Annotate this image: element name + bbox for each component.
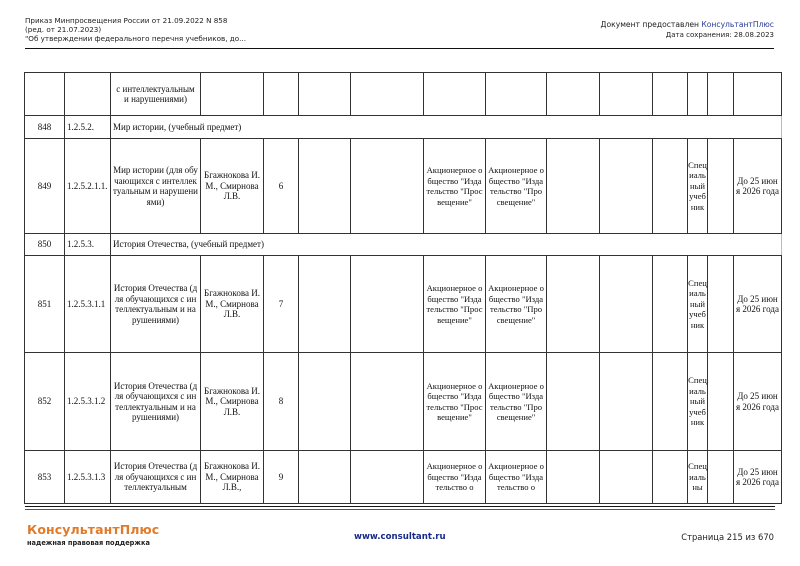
table-row	[25, 256, 782, 353]
table-row-section	[25, 234, 782, 256]
cell-code: 1.2.5.2.1.1.	[65, 139, 111, 234]
footer-divider	[25, 506, 775, 507]
cell-empty	[600, 139, 653, 234]
cell-empty	[547, 353, 600, 451]
cell-title: История Отечества (для обучающихся с интеллектуальным	[111, 451, 201, 504]
cell-note	[688, 73, 708, 116]
cell-publisher2: Акционерное общество "Издательство "Просвещение"	[486, 353, 547, 451]
cell-empty	[653, 139, 688, 234]
header-line-1: Приказ Минпросвещения России от 21.09.2022 N 858	[25, 16, 228, 25]
cell-note: Специальный учебник	[688, 256, 708, 353]
cell-code	[65, 73, 111, 116]
cell-empty	[299, 353, 351, 451]
cell-grade: 7	[264, 256, 299, 353]
cell-empty	[708, 353, 734, 451]
cell-num	[25, 73, 65, 116]
document-provider	[601, 20, 774, 40]
consultant-plus-logo: КонсультантПлюс	[27, 522, 160, 537]
cell-num: 851	[25, 256, 65, 353]
cell-empty	[653, 256, 688, 353]
cell-empty	[708, 139, 734, 234]
cell-publisher2: Акционерное общество "Издательство "Просвещение"	[486, 256, 547, 353]
cell-num: 852	[25, 353, 65, 451]
logo-tagline: надежная правовая поддержка	[27, 539, 150, 547]
cell-grade: 8	[264, 353, 299, 451]
cell-code: 1.2.5.3.1.2	[65, 353, 111, 451]
table-row-continuation	[25, 73, 782, 116]
cell-empty	[547, 451, 600, 504]
cell-grade: 6	[264, 139, 299, 234]
cell-note: Специальный учебник	[688, 353, 708, 451]
cell-code: 1.2.5.3.1.3	[65, 451, 111, 504]
cell-empty	[653, 73, 688, 116]
textbook-table	[24, 72, 782, 504]
cell-deadline: До 25 июня 2026 года	[734, 139, 782, 234]
website-link[interactable]: www.consultant.ru	[354, 532, 446, 542]
footer-divider-thin	[25, 509, 775, 510]
cell-deadline	[734, 73, 782, 116]
cell-grade: 9	[264, 451, 299, 504]
table-row-section	[25, 116, 782, 139]
document-header-title	[25, 16, 246, 43]
cell-empty	[708, 256, 734, 353]
cell-section-title: Мир истории, (учебный предмет)	[111, 116, 782, 139]
cell-publisher: Акционерное общество "Издательство "Просвещение"	[424, 139, 486, 234]
cell-deadline: До 25 июня 2026 года	[734, 353, 782, 451]
cell-authors: Бгажнокова И.М., Смирнова Л.В.	[201, 139, 264, 234]
cell-authors	[201, 73, 264, 116]
cell-empty	[351, 451, 424, 504]
cell-empty	[653, 451, 688, 504]
header-line-3: "Об утверждении федерального перечня учебников, до...	[25, 34, 246, 43]
page-counter: Страница 215 из 670	[681, 532, 774, 542]
cell-empty	[351, 73, 424, 116]
cell-title: История Отечества (для обучающихся с интеллектуальным и нарушениями)	[111, 353, 201, 451]
cell-deadline: До 25 июня 2026 года	[734, 451, 782, 504]
cell-empty	[351, 256, 424, 353]
table-row	[25, 139, 782, 234]
cell-empty	[600, 451, 653, 504]
cell-empty	[351, 139, 424, 234]
cell-empty	[547, 73, 600, 116]
cell-num: 848	[25, 116, 65, 139]
cell-publisher2: Акционерное общество "Издательство о	[486, 451, 547, 504]
cell-publisher: Акционерное общество "Издательство "Просвещение"	[424, 256, 486, 353]
cell-code: 1.2.5.2.	[65, 116, 111, 139]
save-date: Дата сохранения: 28.08.2023	[665, 31, 774, 39]
cell-empty	[600, 256, 653, 353]
cell-num: 849	[25, 139, 65, 234]
cell-empty	[299, 139, 351, 234]
cell-note: Специальны	[688, 451, 708, 504]
cell-title: Мир истории (для обучающихся с интеллектуальным и нарушениями)	[111, 139, 201, 234]
cell-grade	[264, 73, 299, 116]
cell-empty	[299, 256, 351, 353]
cell-empty	[600, 73, 653, 116]
cell-num: 850	[25, 234, 65, 256]
cell-num: 853	[25, 451, 65, 504]
cell-publisher: Акционерное общество "Издательство "Просвещение"	[424, 353, 486, 451]
cell-empty	[708, 73, 734, 116]
cell-deadline: До 25 июня 2026 года	[734, 256, 782, 353]
cell-note: Специальный учебник	[688, 139, 708, 234]
table-row	[25, 451, 782, 504]
cell-empty	[351, 353, 424, 451]
cell-empty	[708, 451, 734, 504]
cell-title: с интеллектуальным и нарушениями)	[111, 73, 201, 116]
cell-empty	[299, 73, 351, 116]
cell-empty	[547, 139, 600, 234]
cell-section-title: История Отечества, (учебный предмет)	[111, 234, 782, 256]
cell-empty	[299, 451, 351, 504]
cell-code: 1.2.5.3.1.1	[65, 256, 111, 353]
cell-title: История Отечества (для обучающихся с интеллектуальным и нарушениями)	[111, 256, 201, 353]
cell-empty	[600, 353, 653, 451]
cell-authors: Бгажнокова И.М., Смирнова Л.В.	[201, 353, 264, 451]
cell-empty	[653, 353, 688, 451]
table-row	[25, 353, 782, 451]
cell-publisher2	[486, 73, 547, 116]
cell-publisher	[424, 73, 486, 116]
cell-authors: Бгажнокова И.М., Смирнова Л.В.,	[201, 451, 264, 504]
cell-code: 1.2.5.3.	[65, 234, 111, 256]
cell-publisher: Акционерное общество "Издательство о	[424, 451, 486, 504]
provider-brand-link[interactable]: КонсультантПлюс	[701, 20, 774, 29]
header-divider	[25, 48, 774, 49]
cell-publisher2: Акционерное общество "Издательство "Просвещение"	[486, 139, 547, 234]
cell-authors: Бгажнокова И.М., Смирнова Л.В.	[201, 256, 264, 353]
provider-prefix: Документ предоставлен	[600, 20, 702, 29]
cell-empty	[547, 256, 600, 353]
header-line-2: (ред. от 21.07.2023)	[25, 25, 102, 34]
